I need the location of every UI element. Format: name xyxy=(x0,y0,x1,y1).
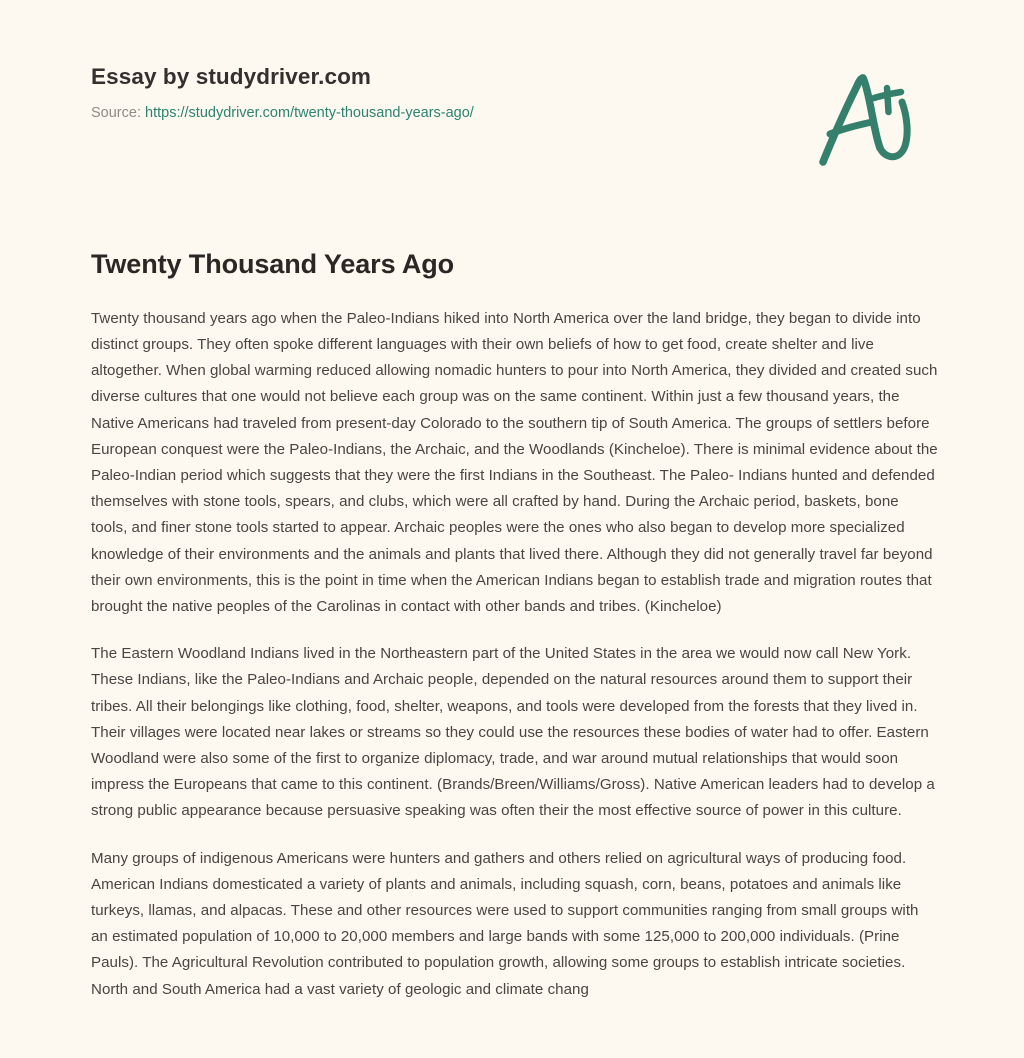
brand-title: Essay by studydriver.com xyxy=(91,64,372,89)
source-url-link[interactable]: https://studydriver.com/twenty-thousand-years-ago/ xyxy=(145,105,474,121)
article-body xyxy=(91,306,939,1003)
a-plus-logo-svg xyxy=(812,72,914,168)
a-plus-logo-icon xyxy=(812,72,914,168)
source-label: Source: xyxy=(91,105,141,121)
article xyxy=(91,248,939,1003)
article-paragraph: The Eastern Woodland Indians lived in the Northeastern part of the United States in the area we would now call New York. These Indians, like the Paleo-Indians and Archaic people, depended on the natural resources around them to support their tribes. All their belongings like clothing, food, shelter, weapons, and tools were developed from the forests that they lived in. Their villages were located near lakes or streams so they could use the resources these bodies of water had to offer. Eastern Woodland were also some of the first to organize diplomacy, trade, and war around mutual relationships that would soon impress the Europeans that came to this continent. (Brands/Breen/Williams/Gross). Native American leaders had to develop a strong public appearance because persuasive speaking was often their the most effective source of power in this culture. xyxy=(91,645,935,820)
article-paragraph: Many groups of indigenous Americans were hunters and gathers and others relied on agricultural ways of producing food. American Indians domesticated a variety of plants and animals, including squash, corn, beans, potatoes and animals like turkeys, llamas, and alpacas. These and other resources were used to support communities ranging from small groups with an estimated population of 10,000 to 20,000 members and large bands with some 125,000 to 200,000 individuals. (Prine Pauls). The Agricultural Revolution contributed to population growth, allowing some groups to establish intricate societies. North and South America had a vast variety of geologic and climate chang xyxy=(91,849,919,998)
page-title: Twenty Thousand Years Ago xyxy=(91,249,455,279)
article-paragraph: Twenty thousand years ago when the Paleo-Indians hiked into North America over the land bridge, they began to divide into distinct groups. They often spoke different languages with their own beliefs of how to get food, create shelter and live altogether. When global warming reduced allowing nomadic hunters to pour into North America, they divided and created such diverse cultures that one would not believe each group was on the same continent. Within just a few thousand years, the Native Americans had traveled from present-day Colorado to the southern tip of South America. The groups of settlers before European conquest were the Paleo-Indians, the Archaic, and the Woodlands (Kincheloe). There is minimal evidence about the Paleo-Indian period which suggests that they were the first Indians in the Southeast. The Paleo- Indians hunted and defended themselves with stone tools, spears, and clubs, which were all crafted by hand. During the Archaic period, baskets, bone tools, and finer stone tools started to appear. Archaic peoples were the ones who also began to develop more specialized knowledge of their environments and the animals and plants that lived there. Although they did not generally travel far beyond their own environments, this is the point in time when the American Indians began to establish trade and migration routes that brought the native peoples of the Carolinas in contact with other bands and tribes. (Kincheloe) xyxy=(91,309,938,615)
brand-block xyxy=(91,63,731,123)
document-header xyxy=(0,0,1024,200)
source-line xyxy=(91,104,731,123)
